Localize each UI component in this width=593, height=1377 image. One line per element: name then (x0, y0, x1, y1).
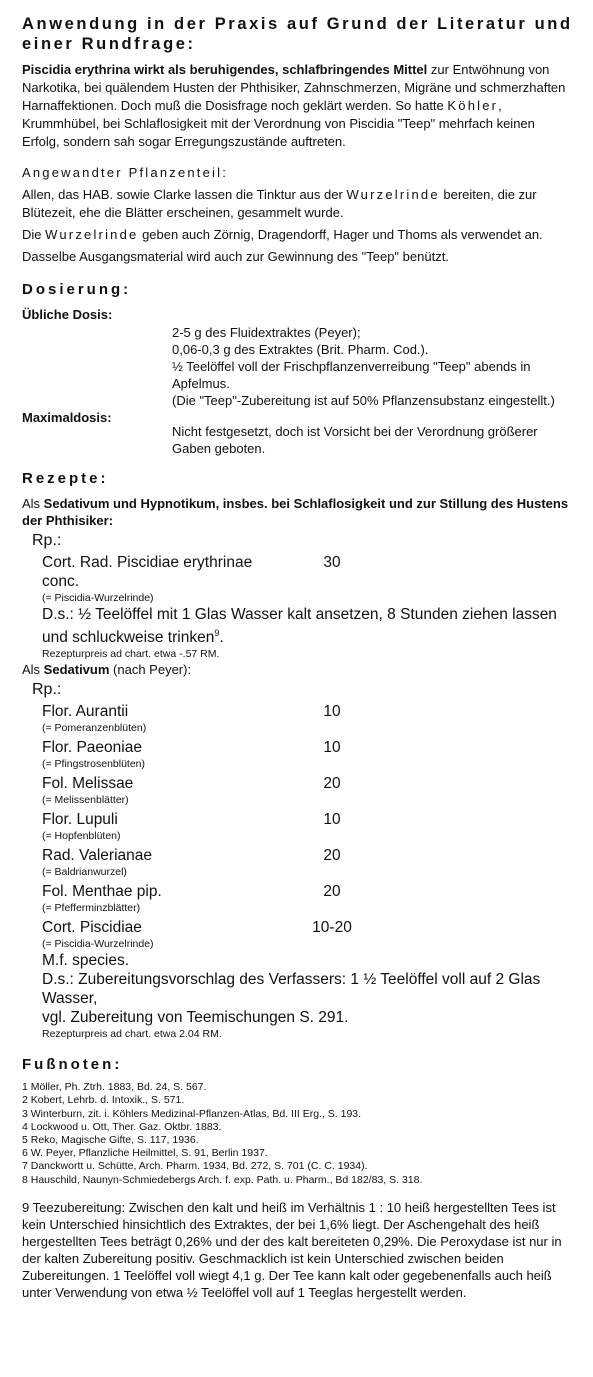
ingredient-gloss: (= Piscidia-Wurzelrinde) (42, 592, 154, 604)
dose-line: 2-5 g des Fluidextraktes (Peyer); (172, 325, 361, 340)
text: Als (22, 496, 44, 511)
max-dose-row (22, 409, 575, 457)
ingredient-gloss: (= Pfingstrosenblüten) (42, 758, 146, 771)
ingredient-qty: 20 (323, 847, 341, 865)
ingredient-name: Flor. Paeoniae (42, 739, 142, 757)
footnote-item: 8 Hauschild, Naunyn-Schmiedebergs Arch. f. exp. Path. u. Pharm., Bd 182/83, S. 318. (22, 1173, 423, 1186)
ingredient-row (42, 553, 575, 572)
ingredient-qty: 10 (323, 739, 341, 757)
footnote-item: 7 Danckwortt u. Schütte, Arch. Pharm. 1934, Bd. 272, S. 701 (C. C. 1934). (22, 1160, 368, 1173)
recipe-1-intro (22, 495, 575, 529)
recipe-2-mf: M.f. species. (42, 952, 129, 970)
recipe-2-rp: Rp.: (32, 681, 62, 699)
intro-paragraph (22, 61, 575, 151)
footnote-9: 9 Teezubereitung: Zwischen den kalt und heiß im Verhältnis 1 : 10 heiß hergestellten Tees ist kein Unterschied hinsichtlich des Extraktes, der bei 1,6% liegt. Der Aschengehalt des heiß hergestellten Tees beträgt 0,26% und der des kalt bereiteten 0,29%. Die Peroxydase ist nur in der kalten Zubereitung positiv. Geschmacklich ist kein Unterschied zwischen beiden Zubereitungen. 1 Teelöffel voll wiegt 4,1 g. Der Tee kann kalt oder gegebenenfalls auch heiß unter Verwendung von etwa ½ Teelöffel voll auf 1 Teeglas hergestellt werden. (22, 1199, 562, 1300)
recipe-2-ingredients (22, 702, 575, 951)
plant-part-paragraph-2 (22, 226, 575, 244)
recipe-2-intro (22, 661, 575, 678)
recipe-1-purpose: Sedativum und Hypnotikum, insbes. bei Schlaflosigkeit und zur Stillung des Hustens der Phthisiker: (22, 496, 569, 528)
ingredient-name: Fol. Melissae (42, 775, 134, 793)
footnote-item: 1 Möller, Ph. Ztrh. 1883, Bd. 24, S. 567. (22, 1081, 207, 1094)
dose-line: (Die "Teep"-Zubereitung ist auf 50% Pflanzensubstanz eingestellt.) (172, 393, 555, 408)
ingredient-gloss: (= Pomeranzenblüten) (42, 722, 147, 735)
text: Als (22, 662, 44, 678)
footnote-list (22, 1081, 575, 1187)
plant-part-heading: Angewandter Pflanzenteil: (22, 165, 229, 180)
recipe-1-price: Rezepturpreis ad chart. etwa -.57 RM. (42, 648, 220, 661)
author-name: Köhler (447, 98, 499, 113)
ingredient-row (42, 810, 575, 829)
ingredient-gloss: (= Melissenblätter) (42, 794, 129, 807)
dose-line: ½ Teelöffel voll der Frischpflanzenverreibung "Teep" abends in Apfelmus. (172, 359, 531, 391)
ingredient-name: Cort. Piscidiae (42, 919, 142, 937)
recipe-1-ds (42, 605, 575, 647)
intro-text-2: , Krummhübel, bei Schlaflosigkeit mit der Verordnung von Piscidia "Teep" mehrfach keinen Erfolg, sondern sah sogar Erregungszustände auftreten. (22, 98, 535, 149)
footnote-item: 6 W. Peyer, Pflanzliche Heilmittel, S. 91, Berlin 1937. (22, 1147, 268, 1160)
ingredient-row (42, 882, 575, 901)
ingredient-gloss: (= Hopfenblüten) (42, 830, 121, 843)
ingredient-cont: conc. (42, 573, 80, 590)
emphasis: Wurzelrinde (346, 187, 440, 202)
recipe-2-ds: D.s.: Zubereitungsvorschlag des Verfassers: 1 ½ Teelöffel voll auf 2 Glas Wasser, (42, 971, 541, 1008)
usual-dose-values (172, 306, 575, 409)
intro-bold: Piscidia erythrina wirkt als beruhigendes, schlafbringendes Mittel (22, 62, 428, 77)
dosage-heading: Dosierung: (22, 281, 132, 298)
plant-part-paragraph-1 (22, 186, 575, 222)
ingredient-qty: 10-20 (312, 919, 352, 937)
text: Die (22, 227, 46, 242)
recipe-2-price: Rezepturpreis ad chart. etwa 2.04 RM. (42, 1028, 222, 1041)
text: geben auch Zörnig, Dragendorff, Hager und Thoms als verwendet an. (138, 227, 543, 242)
ingredient-row (42, 702, 575, 721)
text: bereiten, die zur Blütezeit, ehe die Blätter erscheinen, gesammelt wurde. (22, 187, 537, 220)
recipe-1-rp: Rp.: (32, 532, 62, 549)
ingredient-qty: 20 (323, 883, 341, 901)
footnote-item: 5 Reko, Magische Gifte, S. 117, 1936. (22, 1133, 199, 1146)
max-dose-value: Nicht festgesetzt, doch ist Vorsicht bei der Verordnung größerer Gaben geboten. (172, 424, 538, 456)
recipe-2-purpose: Sedativum (43, 662, 110, 678)
ingredient-gloss: (= Piscidia-Wurzelrinde) (42, 938, 154, 951)
intro-text-1: zur Entwöhnung von Narkotika, bei quälendem Husten der Phthisiker, Zahnschmerzen, Migräne und schmerzhaften Harnaffektionen. Doch muß die Dosisfrage noch geklärt werden. So hatte (22, 62, 566, 113)
recipe-2-vgl: vgl. Zubereitung von Teemischungen S. 291. (42, 1009, 349, 1027)
ingredient-gloss: (= Baldrianwurzel) (42, 866, 127, 879)
footnote-item: 3 Winterburn, zit. i. Köhlers Medizinal-Pflanzen-Atlas, Bd. III Erg., S. 193. (22, 1107, 362, 1120)
ingredient-qty: 20 (323, 775, 341, 793)
emphasis: Wurzelrinde (45, 227, 139, 242)
footnote-item: 4 Lockwood u. Ott, Ther. Gaz. Oktbr. 1883. (22, 1120, 222, 1133)
ingredient-name: Rad. Valerianae (42, 847, 153, 865)
max-dose-label: Maximaldosis: (22, 410, 112, 425)
ingredient-qty: 10 (323, 703, 341, 721)
text: D.s.: ½ Teelöffel mit 1 Glas Wasser kalt ansetzen, 8 Stunden ziehen lassen und schluckweise trinken (42, 606, 557, 647)
ingredient-row (42, 846, 575, 865)
ingredient-name: Fol. Menthae pip. (42, 883, 162, 901)
footnote-item: 2 Kobert, Lehrb. d. Intoxik., S. 571. (22, 1094, 185, 1107)
recipes-heading: Rezepte: (22, 470, 109, 487)
ingredient-row (42, 774, 575, 793)
text: (nach Peyer): (109, 662, 192, 678)
page-title: Anwendung in der Praxis auf Grund der Literatur und einer Rundfrage: (22, 15, 573, 53)
plant-part-paragraph-3: Dasselbe Ausgangsmaterial wird auch zur Gewinnung des "Teep" benützt. (22, 249, 449, 264)
recipe-1-ingredient (42, 553, 575, 591)
ingredient-name: Flor. Lupuli (42, 811, 118, 829)
dose-line: 0,06-0,3 g des Extraktes (Brit. Pharm. Cod.). (172, 342, 429, 357)
ingredient-qty: 10 (323, 811, 341, 829)
ingredient-row (42, 738, 575, 757)
text: Allen, das HAB. sowie Clarke lassen die Tinktur aus der (22, 187, 347, 202)
ingredient-row (42, 918, 575, 937)
usual-dose-row (22, 306, 575, 409)
footnotes-heading: Fußnoten: (22, 1056, 123, 1074)
footnote-ref[interactable]: 9 (214, 628, 220, 638)
ingredient-name: Cort. Rad. Piscidiae erythrinae (42, 554, 253, 571)
ingredient-qty: 30 (323, 554, 341, 571)
ingredient-gloss: (= Pfefferminzblätter) (42, 902, 141, 915)
text: . (219, 629, 224, 647)
ingredient-name: Flor. Aurantii (42, 703, 129, 721)
usual-dose-label: Übliche Dosis: (22, 307, 113, 322)
